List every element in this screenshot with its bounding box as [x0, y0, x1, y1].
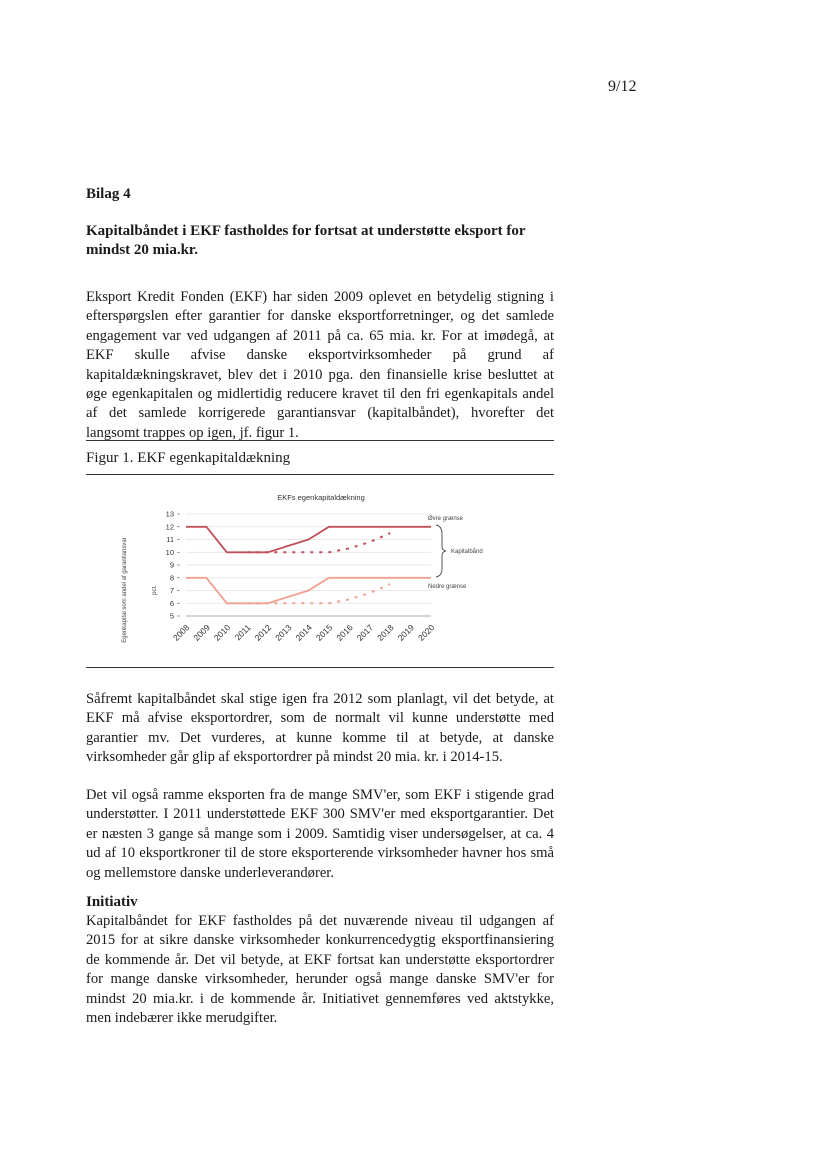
y-tick-label: 13 — [165, 509, 174, 519]
y-tick-label: 11 — [166, 535, 174, 544]
legend-lower-limit: Nedre grænse — [428, 584, 467, 590]
legend-upper-limit: Øvre grænse — [428, 516, 464, 522]
x-tick-label: 2016 — [334, 622, 355, 643]
y-tick-label: 6 — [169, 598, 174, 608]
x-tick-label: 2008 — [170, 622, 192, 643]
section-heading-initiative: Initiativ — [86, 894, 138, 910]
series-line-øvre-grænse-fastholdt- — [247, 533, 390, 552]
legend-band-bracket — [436, 525, 446, 577]
x-tick-label: 2018 — [375, 622, 396, 643]
chart-y-axis-unit: pct. — [152, 585, 158, 595]
annex-label: Bilag 4 — [86, 186, 131, 202]
chart-legend — [428, 516, 483, 590]
y-tick-label: 8 — [169, 573, 174, 583]
y-tick-label: 7 — [169, 586, 174, 595]
paragraph-smv: Det vil også ramme eksporten fra de mange SMV'er, som EKF i stigende grad understøtter. I 2011 understøttede EKF 300 SMV'er med eksportgarantier. Det er næsten 3 gange så mange som i 2009. Samtidig viser undersøgelser, at ca. 4 ud af 10 eksportkroner til de store eksporterende virksomheder havner hos små og mellemstore danske underleverandører. — [86, 787, 554, 881]
y-tick-label: 10 — [165, 547, 174, 557]
legend-capital-band: Kapitalbånd — [451, 549, 483, 555]
figure-bottom-rule — [86, 667, 554, 668]
x-tick-label: 2010 — [211, 622, 233, 643]
x-tick-label: 2012 — [252, 622, 274, 643]
document-heading: Kapitalbåndet i EKF fastholdes for fortsat at understøtte eksport for mindst 20 mia.kr. — [86, 223, 526, 258]
chart-y-ticks — [166, 510, 180, 621]
paragraph-intro: Eksport Kredit Fonden (EKF) har siden 2009 oplevet en betydelig stigning i efterspørgslen efter garantier for danske eksportforretninger, og det samlede engagement var ved udgangen af 2011 på ca. 65 mia. kr. For at imødegå, at EKF skulle afvise danske eksportvirksomheder på grund af kapitaldækningskravet, blev det i 2010 pga. den finansielle krise besluttet at øge egenkapitalen og midlertidig reducere kravet til den fri egenkapitals andel af det samlede korrigerede garantiansvar (kapitalbåndet), hvorefter det langsomt trappes op igen, jf. figur 1. — [86, 289, 554, 441]
x-tick-label: 2017 — [354, 622, 376, 643]
page-number: 9/12 — [608, 78, 637, 95]
paragraph-initiative: Kapitalbåndet for EKF fastholdes på det nuværende niveau til udgangen af 2015 for at sikre danske virksomheder konkurrencedygtig eksportfinansiering de kommende år. Det vil betyde, at EKF fortsat kan understøtte eksportordrer for mange danske virksomheder, herunder også mange danske SMV'er for mindst 20 mia.kr. i de kommende år. Initiativet gennemføres ved aktstykke, men indebærer ikke merudgifter. — [86, 913, 554, 1027]
series-line-nedre-grænse-fastholdt- — [247, 584, 390, 603]
chart-x-ticks — [171, 622, 437, 643]
x-tick-label: 2020 — [415, 622, 437, 643]
figure-top-rule — [86, 440, 554, 441]
y-tick-label: 5 — [169, 611, 174, 621]
x-tick-label: 2009 — [191, 622, 212, 643]
y-tick-label: 12 — [165, 522, 174, 532]
y-tick-label: 9 — [169, 560, 174, 570]
x-tick-label: 2015 — [313, 622, 335, 643]
capital-band-chart — [86, 484, 554, 664]
chart-title: EKFs egenkapitaldækning — [277, 493, 365, 502]
figure-caption-rule — [86, 474, 554, 475]
x-tick-label: 2011 — [232, 622, 253, 643]
x-tick-label: 2013 — [273, 622, 294, 643]
figure-caption: Figur 1. EKF egenkapitaldækning — [86, 450, 291, 466]
chart-y-axis-label: Egenkapital som andel af garantiansvar — [122, 537, 128, 643]
x-tick-label: 2019 — [395, 622, 416, 643]
chart-gridlines — [186, 514, 431, 616]
x-tick-label: 2014 — [293, 622, 314, 643]
paragraph-consequence: Såfremt kapitalbåndet skal stige igen fra 2012 som planlagt, vil det betyde, at EKF må afvise eksportordrer, som de normalt vil kunne understøtte med garantier mv. Det vurderes, at kunne komme til at betyde, at danske virksomheder går glip af eksportordrer på mindst 20 mia. kr. i 2014-15. — [86, 691, 554, 766]
